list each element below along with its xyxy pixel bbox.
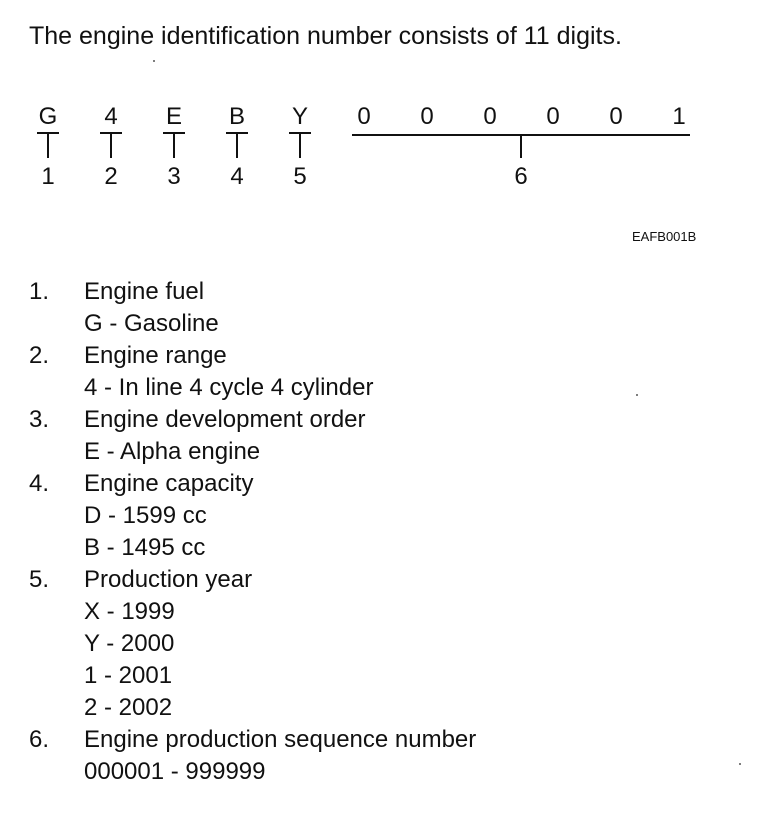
legend-item-title: Engine fuel: [84, 278, 205, 305]
scan-speck: [739, 763, 741, 765]
legend-item-value: G - Gasoline: [84, 310, 219, 337]
scan-speck: [153, 60, 155, 62]
legend-item-sequence: [29, 724, 476, 788]
legend-item-value: 4 - In line 4 cycle 4 cylinder: [84, 374, 374, 401]
legend-item-number: 1.: [29, 278, 50, 305]
legend-item-fuel: [29, 276, 476, 340]
code-char-sequence: 0: [546, 103, 560, 130]
legend-item-value: 2 - 2002: [84, 694, 173, 721]
legend-item-number: 4.: [29, 470, 50, 497]
legend-item-value: 1 - 2001: [84, 662, 173, 689]
position-label: 4: [230, 163, 244, 190]
position-label: 1: [41, 163, 55, 190]
legend-item-value: Y - 2000: [84, 630, 175, 657]
code-pointer-line: [299, 134, 301, 158]
legend-item-title: Engine production sequence number: [84, 726, 477, 753]
code-pointer-line: [236, 134, 238, 158]
code-char-sequence: 0: [483, 103, 497, 130]
position-label: 6: [514, 163, 528, 190]
legend-item-title: Engine capacity: [84, 470, 254, 497]
legend-item-range: [29, 340, 476, 404]
code-pointer-line: [47, 134, 49, 158]
position-label: 2: [104, 163, 118, 190]
intro-text: The engine identification number consists of 11 digits.: [29, 22, 622, 50]
code-legend-list: [29, 276, 476, 788]
legend-item-value: D - 1599 cc: [84, 502, 207, 529]
legend-item-number: 2.: [29, 342, 50, 369]
code-char-capacity: B: [228, 103, 245, 130]
legend-item-number: 6.: [29, 726, 50, 753]
legend-item-value: B - 1495 cc: [84, 534, 206, 561]
engine-code-diagram: [0, 0, 768, 260]
legend-item-year: [29, 564, 476, 724]
code-char-development: E: [165, 103, 182, 130]
position-label: 5: [293, 163, 307, 190]
code-char-fuel: G: [38, 103, 58, 130]
legend-item-number: 3.: [29, 406, 50, 433]
legend-item-title: Engine range: [84, 342, 227, 369]
legend-item-title: Engine development order: [84, 406, 366, 433]
legend-item-number: 5.: [29, 566, 50, 593]
legend-item-title: Production year: [84, 566, 253, 593]
figure-code: EAFB001B: [632, 229, 697, 244]
code-char-year: Y: [291, 103, 308, 130]
code-pointer-line: [110, 134, 112, 158]
code-char-range: 4: [104, 103, 118, 130]
code-char-sequence: 0: [420, 103, 434, 130]
legend-item-value: X - 1999: [84, 598, 175, 625]
scan-speck: [636, 394, 638, 396]
legend-item-value: E - Alpha engine: [84, 438, 261, 465]
legend-item-development: [29, 404, 476, 468]
legend-item-capacity: [29, 468, 476, 564]
code-pointer-line: [173, 134, 175, 158]
code-char-sequence: 0: [609, 103, 623, 130]
sequence-pointer-line: [520, 134, 522, 158]
code-char-sequence: 0: [357, 103, 371, 130]
legend-item-value: 000001 - 999999: [84, 758, 266, 785]
position-label: 3: [167, 163, 181, 190]
code-char-sequence: 1: [672, 103, 686, 130]
